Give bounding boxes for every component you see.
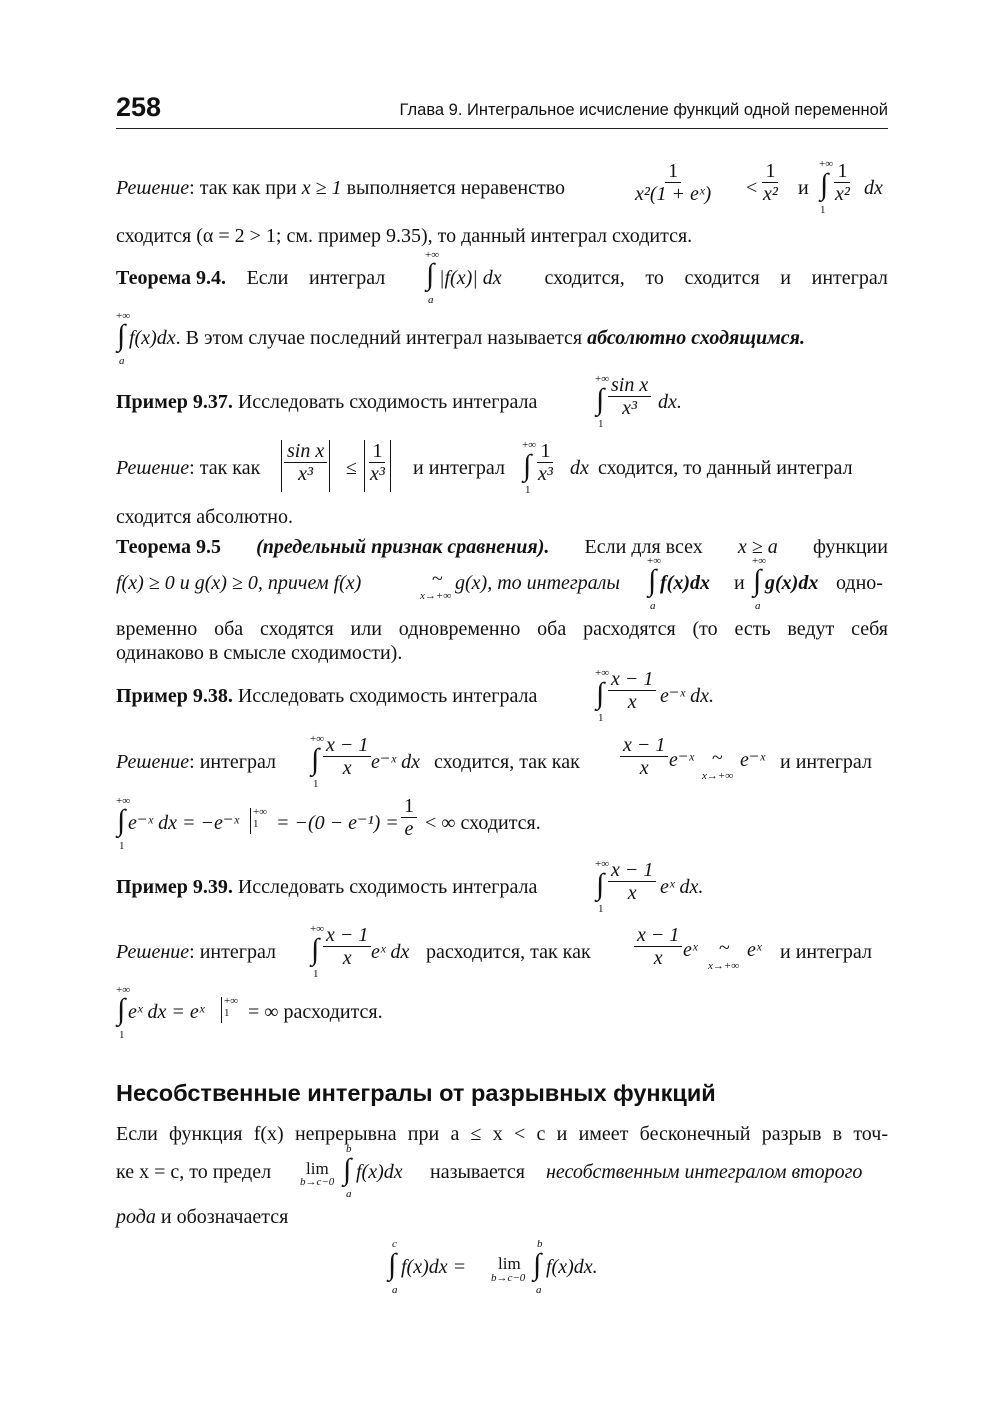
limit: lim [498, 1254, 521, 1273]
evaluation-lower: 1 [224, 1007, 230, 1019]
denominator: x [653, 947, 663, 969]
solution-9-38-line-1 [116, 750, 276, 774]
fraction [632, 160, 714, 205]
text: Если для всех [584, 536, 703, 558]
integrand: f(x)dx [356, 1161, 403, 1183]
theorem-9-5-line-2-start: f(x) ≥ 0 и g(x) ≥ 0, причем f(x) [116, 572, 362, 594]
limit: lim [306, 1159, 329, 1178]
integrand-tail: e⁻ˣ dx [371, 751, 420, 773]
evaluation-bar [250, 808, 251, 834]
less-or-equal: ≤ [346, 457, 357, 479]
text: Если [246, 267, 289, 289]
limit-subscript: x→+∞ [708, 960, 740, 972]
theorem-9-4-line-2 [129, 326, 805, 350]
text: : так как при [189, 177, 297, 199]
exponential: eˣ [747, 939, 762, 961]
differential: dx [864, 177, 883, 199]
integral-sign: ∫ [523, 449, 532, 482]
integral-upper-limit: c [392, 1238, 397, 1250]
asymptotic-equivalence: ~ [712, 747, 723, 769]
text: и [734, 572, 745, 594]
text: и интеграл [780, 751, 872, 773]
denominator: e [404, 818, 414, 840]
integral-lower-limit: 1 [313, 778, 319, 790]
integrand-tail: e⁻ˣ dx. [660, 685, 714, 707]
emphasis: абсолютно сходящимся. [587, 327, 805, 349]
numerator: x − 1 [608, 668, 656, 691]
integral-sign: ∫ [426, 258, 435, 291]
integral-upper-limit: +∞ [116, 310, 131, 322]
asymptotic-equivalence: ~ [719, 937, 730, 959]
numerator: 1 [401, 795, 417, 818]
integral-sign: ∫ [117, 319, 126, 352]
integral-lower-limit: 1 [313, 968, 319, 980]
denominator: x³ [298, 463, 314, 485]
integral-lower-limit: a [755, 600, 761, 612]
denominator: x²(1 + eˣ) [635, 183, 712, 205]
fraction [401, 795, 417, 840]
text: называется [430, 1161, 525, 1183]
section-title: Несобственные интегралы от разрывных функций [116, 1080, 716, 1106]
text: : интеграл [189, 751, 276, 773]
limit-subscript: x→+∞ [702, 770, 734, 782]
theorem-label: Теорема 9.4. [116, 267, 226, 289]
integral-lower-limit: 1 [820, 204, 826, 216]
text: g(x), то интегралы [455, 572, 620, 594]
integral-sign: ∫ [753, 564, 762, 597]
integral-sign: ∫ [596, 868, 605, 901]
evaluation-lower: 1 [253, 818, 259, 830]
header-rule [116, 128, 888, 129]
differential: dx. [658, 391, 682, 413]
fraction [323, 924, 371, 969]
text: выполняется неравенство [346, 177, 566, 199]
denominator: x [342, 947, 352, 969]
integral-sign: ∫ [311, 743, 320, 776]
text: то [645, 267, 664, 289]
integral-upper-limit: +∞ [595, 667, 610, 679]
integral-lower-limit: a [346, 1188, 352, 1200]
numerator: sin x [284, 440, 327, 463]
example-9-39 [116, 875, 537, 899]
integral-sign: ∫ [117, 804, 126, 837]
exponential: eˣ [683, 939, 698, 961]
integral-sign: ∫ [596, 677, 605, 710]
integrand: g(x)dx [765, 572, 819, 594]
equation-part: f(x)dx. [546, 1256, 598, 1278]
exponential: e⁻ˣ [740, 749, 766, 771]
solution-label: Решение [116, 457, 190, 479]
integral-lower-limit: a [428, 294, 434, 306]
math-condition: x ≥ 1 [301, 177, 342, 199]
fraction [760, 160, 781, 205]
text: : интеграл [189, 941, 276, 963]
text: . В этом случае последний интеграл называется [175, 327, 583, 349]
integral-sign: ∫ [343, 1153, 352, 1186]
integral-sign: ∫ [820, 168, 829, 201]
text: функции [812, 536, 888, 558]
equation-part: f(x)dx = [401, 1256, 467, 1278]
numerator: 1 [369, 440, 385, 463]
fraction [634, 924, 682, 969]
theorem-name: (предельный признак сравнения). [256, 536, 550, 558]
text: и [798, 177, 809, 199]
integral-lower-limit: a [536, 1284, 542, 1296]
text: и обозначается [160, 1206, 289, 1228]
example-label: Пример 9.39. [116, 876, 233, 898]
section-line-1: Если функция f(x) непрерывна при a ≤ x < c и имеет бесконечный разрыв в точ- [116, 1123, 888, 1145]
text: Исследовать сходимость интеграла [237, 876, 538, 898]
chapter-title: Глава 9. Интегральное исчисление функций одной переменной [399, 101, 888, 119]
denominator: x [627, 691, 637, 713]
integral-lower-limit: a [392, 1284, 398, 1296]
numerator: x − 1 [608, 859, 656, 882]
integral-lower-limit: a [119, 355, 125, 367]
solution-9-37-line-2: сходится абсолютно. [116, 506, 293, 528]
numerator: 1 [665, 160, 681, 183]
integral-lower-limit: 1 [598, 712, 604, 724]
denominator: x³ [370, 463, 385, 485]
absolute-value [364, 440, 391, 492]
fraction [620, 734, 668, 779]
denominator: x² [763, 183, 778, 205]
integrand: f(x)dx [129, 327, 176, 349]
numerator: x − 1 [620, 734, 668, 757]
integral-lower-limit: 1 [119, 840, 125, 852]
theorem-9-5-line-4: одинаково в смысле сходимости). [116, 642, 403, 664]
math-condition: x ≥ a [737, 536, 778, 558]
absolute-value [281, 440, 330, 492]
theorem-9-4-line-1 [116, 266, 888, 290]
text: ке x = c, то предел [116, 1161, 272, 1183]
integral-lower-limit: a [650, 600, 656, 612]
integral-upper-limit: +∞ [647, 555, 662, 567]
fraction [535, 440, 556, 485]
denominator: x [627, 882, 637, 904]
solution-1-line-1 [116, 176, 565, 200]
numerator: 1 [834, 160, 850, 183]
text: одно- [836, 572, 883, 594]
integrand-tail: eˣ dx [371, 941, 410, 963]
less-than: < [746, 177, 758, 199]
limit-subscript: b→c−0 [300, 1176, 335, 1188]
solution-1-line-2: сходится (α = 2 > 1; см. пример 9.35), то данный интеграл сходится. [116, 225, 693, 247]
page-number: 258 [116, 92, 162, 122]
fraction [323, 734, 371, 779]
integral-lower-limit: 1 [598, 903, 604, 915]
equation-part: e⁻ˣ dx = −e⁻ˣ [128, 812, 240, 834]
denominator: x³ [622, 397, 638, 419]
numerator: sin x [608, 374, 651, 397]
integral-lower-limit: 1 [525, 484, 531, 496]
text: < ∞ сходится. [425, 812, 541, 834]
integral-upper-limit: +∞ [425, 249, 440, 261]
numerator: 1 [537, 440, 553, 463]
numerator: x − 1 [634, 924, 682, 947]
limit-subscript: b→c−0 [491, 1272, 526, 1284]
numerator: x − 1 [323, 924, 371, 947]
integral-sign: ∫ [388, 1248, 397, 1281]
fraction [608, 668, 656, 713]
integral-upper-limit: +∞ [116, 984, 131, 996]
emphasis: рода [116, 1206, 156, 1228]
integral-upper-limit: +∞ [595, 373, 610, 385]
text: расходится, так как [426, 941, 591, 963]
example-label: Пример 9.38. [116, 685, 233, 707]
theorem-9-5-line-3: временно оба сходятся или одновременно оба расходятся (то есть ведут себя [116, 618, 888, 640]
integral-sign: ∫ [648, 564, 657, 597]
text: Исследовать сходимость интеграла [237, 685, 538, 707]
exponential: e⁻ˣ [669, 749, 695, 771]
integral-upper-limit: +∞ [819, 158, 834, 170]
text: и [780, 267, 791, 289]
integral-upper-limit: +∞ [310, 733, 325, 745]
solution-label: Решение [116, 941, 190, 963]
theorem-label: Теорема 9.5 [116, 536, 221, 558]
example-label: Пример 9.37. [116, 391, 233, 413]
solution-9-37-line-1 [116, 456, 260, 480]
differential: dx [570, 457, 589, 479]
asymptotic-equivalence: ~ [432, 568, 443, 590]
fraction [367, 440, 388, 485]
denominator: x [639, 757, 649, 779]
text: сходится [684, 267, 760, 289]
integral-upper-limit: +∞ [752, 555, 767, 567]
integral-sign: ∫ [533, 1248, 542, 1281]
evaluation-upper: +∞ [253, 806, 268, 818]
integral-sign: ∫ [117, 993, 126, 1026]
text: интеграл [308, 267, 386, 289]
denominator: x³ [538, 463, 553, 485]
equation-part: eˣ dx = eˣ [128, 1001, 205, 1023]
integral-lower-limit: 1 [119, 1029, 125, 1041]
numerator: 1 [762, 160, 778, 183]
integral-lower-limit: 1 [598, 418, 604, 430]
fraction [832, 160, 853, 205]
theorem-9-5-line-1 [116, 535, 888, 559]
limit-subscript: x→+∞ [420, 590, 452, 602]
fraction [608, 859, 656, 904]
section-line-3 [116, 1205, 288, 1229]
text: : так как [189, 457, 261, 479]
integral-sign: ∫ [311, 933, 320, 966]
integral-upper-limit: +∞ [595, 858, 610, 870]
example-9-38 [116, 684, 537, 708]
integral-upper-limit: +∞ [116, 795, 131, 807]
integrand: |f(x)| dx [439, 267, 502, 289]
text: Исследовать сходимость интеграла [237, 391, 538, 413]
integral-upper-limit: b [346, 1143, 352, 1155]
integral-upper-limit: +∞ [522, 439, 537, 451]
integral-sign: ∫ [596, 383, 605, 416]
integral-upper-limit: +∞ [310, 923, 325, 935]
fraction [284, 440, 327, 485]
evaluation-bar [221, 997, 222, 1023]
text: сходится, так как [434, 751, 580, 773]
denominator: x [342, 757, 352, 779]
equation-part: = −(0 − e⁻¹) = [276, 812, 399, 834]
emphasis: несобственным интегралом второго [546, 1161, 863, 1183]
integral-upper-limit: b [537, 1238, 543, 1250]
fraction [608, 374, 651, 419]
solution-label: Решение [116, 751, 190, 773]
solution-label: Решение [116, 177, 190, 199]
text: сходится, то данный интеграл [598, 457, 853, 479]
numerator: x − 1 [323, 734, 371, 757]
integrand-tail: eˣ dx. [660, 876, 704, 898]
example-9-37 [116, 390, 537, 414]
text: и интеграл [413, 457, 505, 479]
denominator: x² [835, 183, 850, 205]
text: интеграл [811, 267, 888, 289]
text: сходится, [544, 267, 625, 289]
text: и интеграл [780, 941, 872, 963]
text: = ∞ расходится. [248, 1001, 383, 1023]
integrand: f(x)dx [660, 572, 710, 594]
evaluation-upper: +∞ [224, 995, 239, 1007]
solution-9-39-line-1 [116, 940, 276, 964]
